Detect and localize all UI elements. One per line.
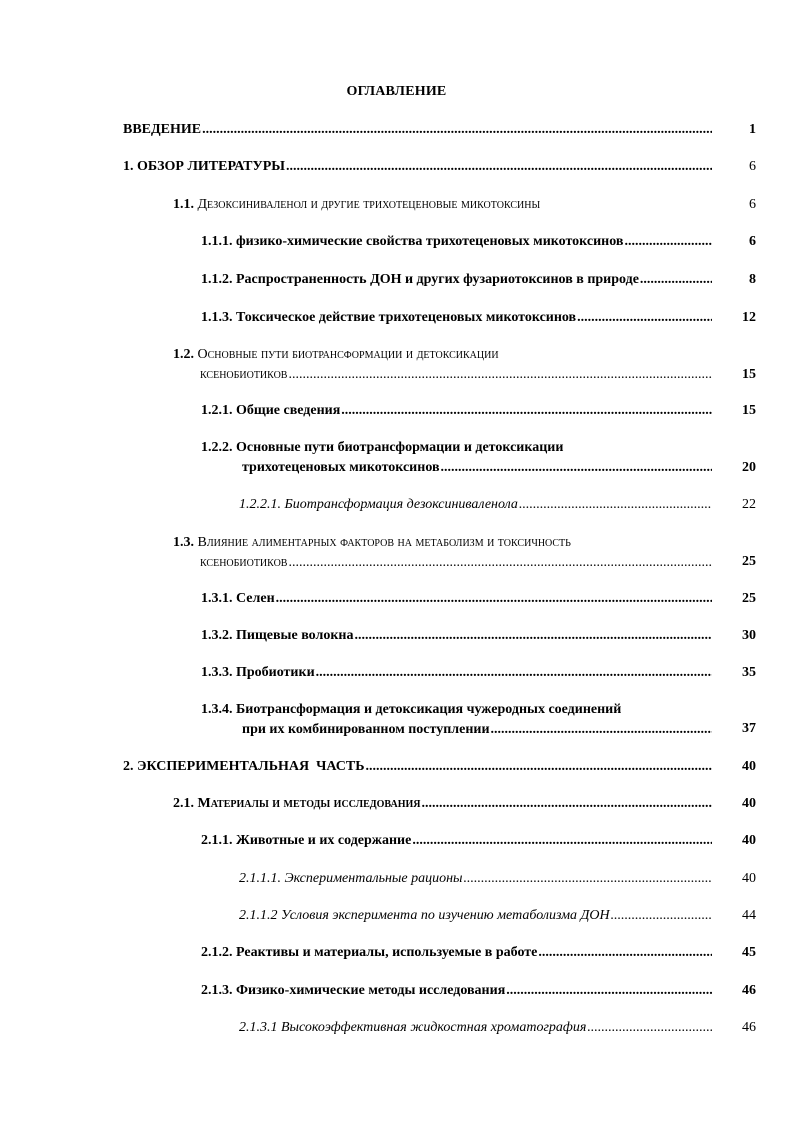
toc-entry-1-3[interactable]: [173, 534, 712, 571]
toc-entry-1-1-1[interactable]: [201, 233, 712, 250]
toc-entry-1-3-4[interactable]: [201, 701, 712, 738]
toc-entry-number: 1.2.2.1.: [239, 497, 281, 512]
toc-entry-text: Биотрансформация дезоксиниваленола: [284, 497, 518, 512]
toc-entry-number: 1.3.4.: [201, 702, 233, 717]
toc-entry-number: 2.1.1.1.: [239, 871, 281, 886]
toc-page-number: 40: [742, 833, 756, 848]
toc-page-number: 40: [742, 871, 756, 886]
toc-entry-introduction[interactable]: [123, 121, 712, 138]
toc-page-number: 1: [749, 122, 756, 137]
toc-page-number: 46: [742, 1020, 756, 1035]
toc-entry-number: 1.2.2.: [201, 440, 233, 455]
toc-entry-1-1-2[interactable]: [201, 271, 712, 288]
toc-entry-text: Пищевые волокна: [236, 628, 354, 643]
toc-entry-text: Экспериментальные рационы: [284, 871, 463, 886]
toc-entry-text: Реактивы и материалы, используемые в работе: [236, 945, 538, 960]
toc-entry-text: Материалы и методы исследования: [197, 796, 421, 811]
toc-page-number: 37: [742, 721, 756, 736]
toc-entry-2-1-1[interactable]: [201, 832, 712, 849]
toc-page-number: 45: [742, 945, 756, 960]
toc-entry-text: ВВЕДЕНИЕ: [123, 122, 202, 137]
toc-entry-number: 1.1.: [173, 197, 194, 212]
toc-entry-text: Пробиотики: [236, 665, 315, 680]
toc-entry-number: 1.2.: [173, 347, 194, 362]
toc-entry-number: 1.3.1.: [201, 591, 233, 606]
toc-entry-2-1-3-1[interactable]: [239, 1019, 712, 1036]
toc-page-number: 44: [742, 908, 756, 923]
toc-entry-number: 1.3.2.: [201, 628, 233, 643]
toc-entry-text-continued: при их комбинированном поступлении: [242, 722, 490, 737]
toc-entry-text: Общие сведения: [236, 403, 341, 418]
toc-page-number: 40: [742, 796, 756, 811]
toc-entry-number: 2.1.1.2: [239, 908, 278, 923]
toc-entry-number: 2.1.3.1: [239, 1020, 278, 1035]
toc-entry-text-continued: трихотеценовых микотоксинов: [242, 460, 440, 475]
toc-entry-1-3-3[interactable]: [201, 664, 712, 681]
toc-entry-1-2-1[interactable]: [201, 402, 712, 419]
toc-entry-text: Токсическое действие трихотеценовых микотоксинов: [236, 310, 577, 325]
toc-entry-text: Влияние алиментарных факторов на метаболизм и токсичность: [197, 535, 571, 550]
toc-entry-number: 2.: [123, 759, 134, 774]
toc-page-number: 6: [749, 234, 756, 249]
toc-entry-2-1-1-2[interactable]: [239, 907, 712, 924]
toc-entry-number: 2.1.: [173, 796, 194, 811]
toc-entry-2-1-1-1[interactable]: [239, 870, 712, 887]
toc-page-number: 6: [749, 197, 756, 212]
toc-entry-1-2-2-1[interactable]: [239, 496, 712, 513]
toc-entry-1[interactable]: [123, 158, 712, 175]
toc-entry-number: 2.1.3.: [201, 983, 233, 998]
toc-entry-number: 1.: [123, 159, 134, 174]
toc-entry-1-2[interactable]: [173, 346, 712, 383]
toc-entry-number: 1.3.: [173, 535, 194, 550]
toc-page-number: 22: [742, 497, 756, 512]
toc-entry-text: Условия эксперимента по изучению метаболизма ДОН: [281, 908, 610, 923]
toc-entry-text: Высокоэффективная жидкостная хроматография: [281, 1020, 587, 1035]
toc-entry-number: 1.1.2.: [201, 272, 233, 287]
toc-entry-1-3-2[interactable]: [201, 627, 712, 644]
toc-entry-2[interactable]: [123, 758, 712, 775]
toc-page-number: 35: [742, 665, 756, 680]
toc-entry-2-1[interactable]: [173, 795, 712, 812]
toc-page-number: 25: [742, 554, 756, 569]
toc-page-number: 6: [749, 159, 756, 174]
toc-entry-1-3-1[interactable]: [201, 590, 712, 607]
toc-entry-1-1[interactable]: [173, 196, 718, 213]
toc-entry-1-1-3[interactable]: [201, 309, 712, 326]
toc-page-number: 25: [742, 591, 756, 606]
toc-entry-2-1-2[interactable]: [201, 944, 712, 961]
toc-page-number: 8: [749, 272, 756, 287]
toc-entry-number: 1.1.3.: [201, 310, 233, 325]
toc-page-number: 12: [742, 310, 756, 325]
toc-entry-number: 1.2.1.: [201, 403, 233, 418]
toc-page-number: 46: [742, 983, 756, 998]
toc-page-number: 15: [742, 403, 756, 418]
toc-entry-2-1-3[interactable]: [201, 982, 712, 999]
toc-entry-number: 1.3.3.: [201, 665, 233, 680]
toc-entry-text: Физико-химические методы исследования: [236, 983, 506, 998]
toc-entry-number: 1.1.1.: [201, 234, 233, 249]
toc-entry-text-continued: ксенобиотиков: [200, 367, 288, 382]
toc-title: ОГЛАВЛЕНИЕ: [346, 84, 447, 99]
toc-entry-text: ОБЗОР ЛИТЕРАТУРЫ: [137, 159, 286, 174]
toc-page-number: 40: [742, 759, 756, 774]
toc-entry-text: Основные пути биотрансформации и детоксикации: [197, 347, 499, 362]
toc-entry-text: ЭКСПЕРИМЕНТАЛЬНАЯ ЧАСТЬ: [137, 759, 365, 774]
toc-entry-text: физико-химические свойства трихотеценовых микотоксинов: [236, 234, 624, 249]
toc-entry-number: 2.1.2.: [201, 945, 233, 960]
toc-entry-text: Основные пути биотрансформации и детоксикации: [236, 440, 564, 455]
toc-page-number: 20: [742, 460, 756, 475]
toc-entry-text-continued: ксенобиотиков: [200, 555, 288, 570]
toc-entry-text: Дезоксиниваленол и другие трихотеценовые микотоксины: [197, 197, 541, 212]
toc-entry-text: Селен: [236, 591, 275, 606]
toc-page-number: 30: [742, 628, 756, 643]
toc-page-number: 15: [742, 367, 756, 382]
toc-entry-text: Животные и их содержание: [236, 833, 412, 848]
toc-entry-1-2-2[interactable]: [201, 439, 712, 476]
toc-entry-text: Биотрансформация и детоксикация чужеродных соединений: [236, 702, 622, 717]
toc-entry-number: 2.1.1.: [201, 833, 233, 848]
toc-entry-text: Распространенность ДОН и других фузариотоксинов в природе: [236, 272, 639, 287]
